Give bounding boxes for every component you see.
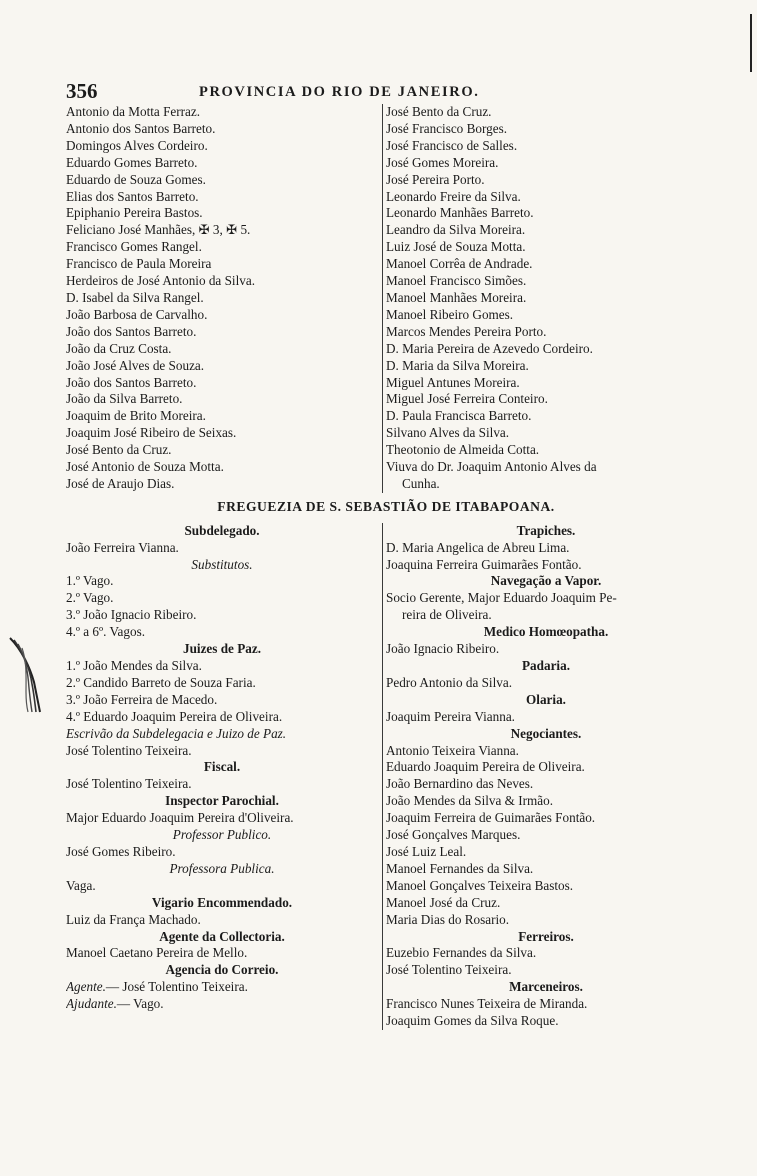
list-item: João Barbosa de Carvalho. [66,306,208,322]
list-item: Antonio dos Santos Barreto. [66,120,216,136]
page-header [66,80,706,104]
list-item: Manoel Francisco Simões. [386,273,527,289]
entry: Euzebio Fernandes da Silva. [386,945,537,961]
entry: Joaquim Pereira Vianna. [386,708,515,724]
list-item: João da Silva Barreto. [66,391,183,407]
subheading: Professora Publica. [169,860,275,876]
page-edge-mark [750,14,752,72]
entry [66,979,378,996]
section-heading: Ferreiros. [518,928,574,944]
entry: João Mendes da Silva & Irmão. [386,793,554,809]
list-item: Silvano Alves da Silva. [386,425,510,441]
list-item: José Antonio de Souza Motta. [66,459,224,475]
list-item: José de Araujo Dias. [66,475,175,491]
freguezia-columns [66,523,706,1030]
entry: Maria Dias do Rosario. [386,911,510,927]
page-number: 356 [66,79,98,103]
entry [66,996,378,1013]
top-right-column [382,104,706,493]
role-label: Agente. [66,979,106,995]
list-item: Feliciano José Manhães, ✠ 3, ✠ 5. [66,222,251,238]
list-item: Viuva do Dr. Joaquim Antonio Alves da [386,459,597,475]
entry: Major Eduardo Joaquim Pereira d'Oliveira. [66,810,294,826]
list-item: Francisco de Paula Moreira [66,256,212,272]
entry: 1.º Vago. [66,573,114,589]
freguezia-title: FREGUEZIA DE S. SEBASTIÃO DE ITABAPOANA. [217,498,555,514]
document-page [66,80,706,1030]
entry: João Ignacio Ribeiro. [386,641,500,657]
role-label: Ajudante. [66,996,117,1012]
entry: 2.º Candido Barreto de Souza Faria. [66,674,256,690]
entry: Joaquina Ferreira Guimarães Fontão. [386,556,582,572]
role-value: — José Tolentino Teixeira. [105,979,248,995]
entry: José Tolentino Teixeira. [66,742,192,758]
section-heading: Marceneiros. [509,979,583,995]
entry: Eduardo Joaquim Pereira de Oliveira. [386,759,585,775]
list-item: Herdeiros de José Antonio da Silva. [66,273,255,289]
entry: José Luiz Leal. [386,843,467,859]
section-heading: Inspector Parochial. [165,793,279,809]
section-heading: Vigario Encommendado. [151,894,293,910]
list-item: Luiz José de Souza Motta. [386,239,526,255]
list-item: D. Isabel da Silva Rangel. [66,289,204,305]
entry: Socio Gerente, Major Eduardo Joaquim Pe- [386,590,617,606]
entry: Vaga. [66,877,96,893]
entry: João Ferreira Vianna. [66,539,179,555]
list-item-continuation: Cunha. [402,475,440,491]
list-item: Manoel Manhães Moreira. [386,289,527,305]
entry: Francisco Nunes Teixeira de Miranda. [386,996,588,1012]
entry: Joaquim Ferreira de Guimarães Fontão. [386,810,596,826]
list-item: José Pereira Porto. [386,171,485,187]
subheading: Substitutos. [191,556,253,572]
list-item: Epiphanio Pereira Bastos. [66,205,203,221]
subheading: Professor Publico. [172,827,272,843]
entry: 4.º a 6º. Vagos. [66,624,145,640]
section-heading: Navegação a Vapor. [490,573,602,589]
list-item: Leonardo Freire da Silva. [386,188,521,204]
entry: Joaquim Gomes da Silva Roque. [386,1013,559,1029]
list-item: Marcos Mendes Pereira Porto. [386,323,547,339]
section-heading: Agencia do Correio. [165,962,279,978]
list-item: Joaquim de Brito Moreira. [66,408,206,424]
section-heading: Fiscal. [203,759,241,775]
list-item: João da Cruz Costa. [66,340,172,356]
subheading: Escrivão da Subdelegacia e Juizo de Paz. [66,725,287,741]
entry: Pedro Antonio da Silva. [386,674,513,690]
list-item: José Francisco de Salles. [386,137,518,153]
list-item: D. Maria da Silva Moreira. [386,357,529,373]
list-item: Leandro da Silva Moreira. [386,222,526,238]
role-value: — Vago. [116,996,164,1012]
section-heading: Olaria. [526,691,566,707]
list-item: Francisco Gomes Rangel. [66,239,202,255]
entry: Luiz da França Machado. [66,911,201,927]
list-item: Eduardo de Souza Gomes. [66,171,206,187]
list-item: Joaquim José Ribeiro de Seixas. [66,425,237,441]
entry: Manoel José da Cruz. [386,894,501,910]
list-item: Leonardo Manhães Barreto. [386,205,534,221]
list-item: Miguel José Ferreira Conteiro. [386,391,548,407]
list-item: José Gomes Moreira. [386,154,499,170]
entry: Manoel Caetano Pereira de Mello. [66,945,248,961]
list-item: Manoel Ribeiro Gomes. [386,306,514,322]
entry: João Bernardino das Neves. [386,776,534,792]
section-heading: Medico Homœopatha. [483,624,609,640]
top-columns [66,104,706,493]
section-heading: Juizes de Paz. [182,641,261,657]
list-item: D. Maria Pereira de Azevedo Cordeiro. [386,340,593,356]
list-item: Manoel Corrêa de Andrade. [386,256,533,272]
section-heading: Agente da Collectoria. [159,928,285,944]
list-item: Elias dos Santos Barreto. [66,188,199,204]
entry: 2.º Vago. [66,590,114,606]
page-title: PROVINCIA DO RIO DE JANEIRO. [199,84,480,100]
list-item: Eduardo Gomes Barreto. [66,154,198,170]
entry-continuation: reira de Oliveira. [402,607,492,623]
list-item: João José Alves de Souza. [66,357,205,373]
entry: 1.º João Mendes da Silva. [66,658,202,673]
list-item: João dos Santos Barreto. [66,374,197,390]
freguezia-left-column [66,523,382,1030]
binding-fold-shadow [8,632,42,716]
entry: Antonio Teixeira Vianna. [386,742,519,758]
list-item: D. Paula Francisca Barreto. [386,408,532,424]
entry: José Gomes Ribeiro. [66,843,176,859]
list-item: Domingos Alves Cordeiro. [66,137,208,153]
list-item: Miguel Antunes Moreira. [386,374,520,390]
list-item: Antonio da Motta Ferraz. [66,104,201,119]
list-item: José Bento da Cruz. [386,104,492,119]
entry: José Tolentino Teixeira. [386,962,512,978]
section-heading: Subdelegado. [184,522,260,538]
entry: José Tolentino Teixeira. [66,776,192,792]
entry: Manoel Fernandes da Silva. [386,860,534,876]
section-heading: Padaria. [522,658,570,673]
list-item: Theotonio de Almeida Cotta. [386,442,540,458]
entry: José Gonçalves Marques. [386,827,521,843]
list-item: João dos Santos Barreto. [66,323,197,339]
entry: 3.º João Ferreira de Macedo. [66,691,218,707]
entry: D. Maria Angelica de Abreu Lima. [386,539,570,555]
entry: Manoel Gonçalves Teixeira Bastos. [386,877,574,893]
entry: 3.º João Ignacio Ribeiro. [66,607,197,623]
section-heading: Negociantes. [510,725,582,741]
entry: 4.º Eduardo Joaquim Pereira de Oliveira. [66,708,283,724]
list-item: José Bento da Cruz. [66,442,172,458]
section-heading: Trapiches. [516,522,576,538]
list-item: José Francisco Borges. [386,120,507,136]
freguezia-right-column [382,523,706,1030]
top-left-column [66,104,382,493]
